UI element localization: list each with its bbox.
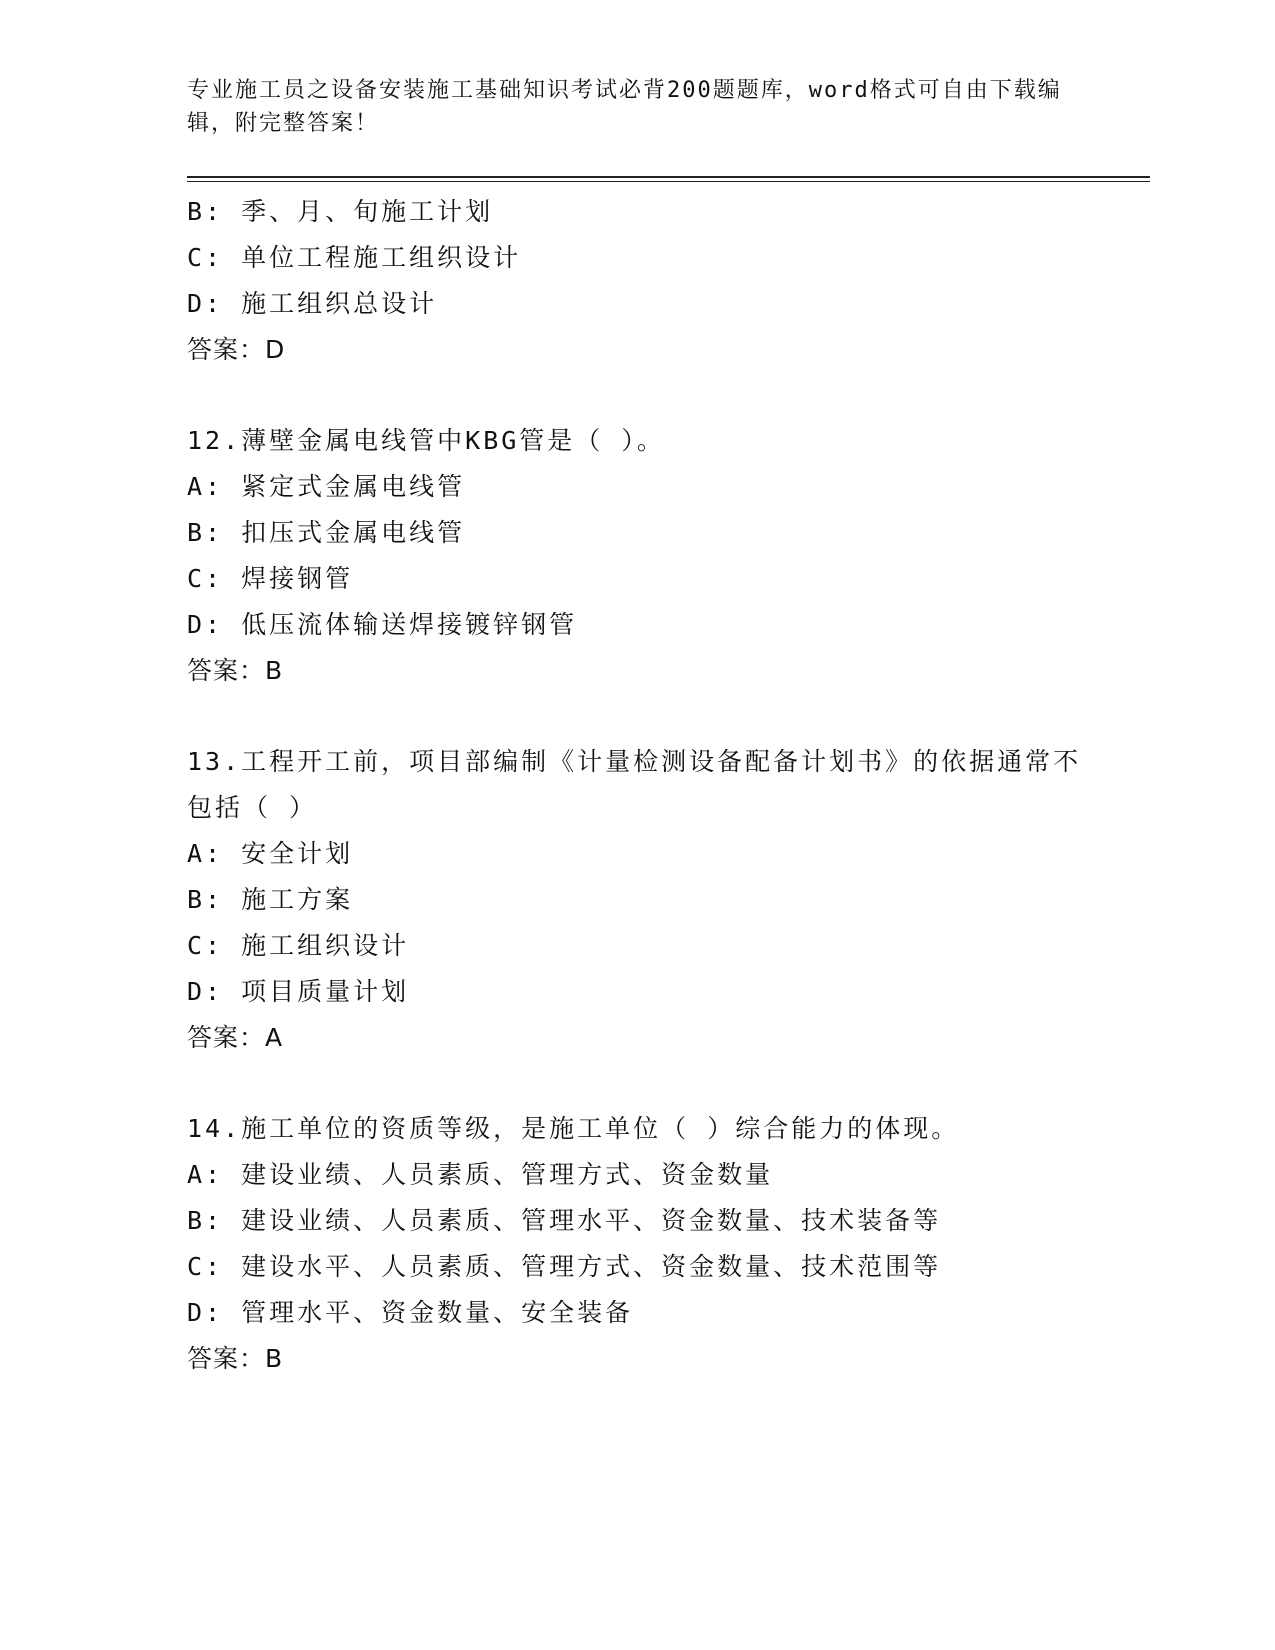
question-title: 12.薄壁金属电线管中KBG管是（ ）。	[187, 426, 665, 455]
option-d: D: 施工组织总设计	[187, 289, 438, 318]
answer-line: 答案：D	[187, 335, 286, 364]
answer-line: 答案：A	[187, 1023, 284, 1052]
option-a: A: 紧定式金属电线管	[187, 472, 466, 501]
question-block-11	[187, 189, 1087, 373]
option-c: C: 建设水平、人员素质、管理方式、资金数量、技术范围等	[187, 1252, 942, 1281]
option-d: D: 项目质量计划	[187, 977, 410, 1006]
option-c: C: 施工组织设计	[187, 931, 410, 960]
question-block-12	[187, 418, 1087, 694]
option-d: D: 管理水平、资金数量、安全装备	[187, 1298, 634, 1327]
question-block-14	[187, 1106, 1087, 1382]
option-c: C: 焊接钢管	[187, 564, 354, 593]
option-a: A: 建设业绩、人员素质、管理方式、资金数量	[187, 1160, 774, 1189]
option-c: C: 单位工程施工组织设计	[187, 243, 522, 272]
option-b: B: 季、月、旬施工计划	[187, 197, 494, 226]
question-title: 13.工程开工前，项目部编制《计量检测设备配备计划书》的依据通常不包括（ ）	[187, 747, 1082, 822]
document-body	[187, 189, 1087, 1427]
question-title: 14.施工单位的资质等级，是施工单位（ ）综合能力的体现。	[187, 1114, 960, 1143]
option-b: B: 建设业绩、人员素质、管理水平、资金数量、技术装备等	[187, 1206, 942, 1235]
option-a: A: 安全计划	[187, 839, 354, 868]
header-divider-thin	[187, 181, 1150, 182]
option-d: D: 低压流体输送焊接镀锌钢管	[187, 610, 578, 639]
question-block-13	[187, 739, 1087, 1061]
answer-line: 答案：B	[187, 1344, 284, 1373]
answer-line: 答案：B	[187, 656, 284, 685]
option-b: B: 施工方案	[187, 885, 354, 914]
header-divider-thick	[187, 176, 1150, 178]
option-b: B: 扣压式金属电线管	[187, 518, 466, 547]
document-header: 专业施工员之设备安装施工基础知识考试必背200题题库，word格式可自由下载编辑，附完整答案！	[187, 78, 1062, 136]
